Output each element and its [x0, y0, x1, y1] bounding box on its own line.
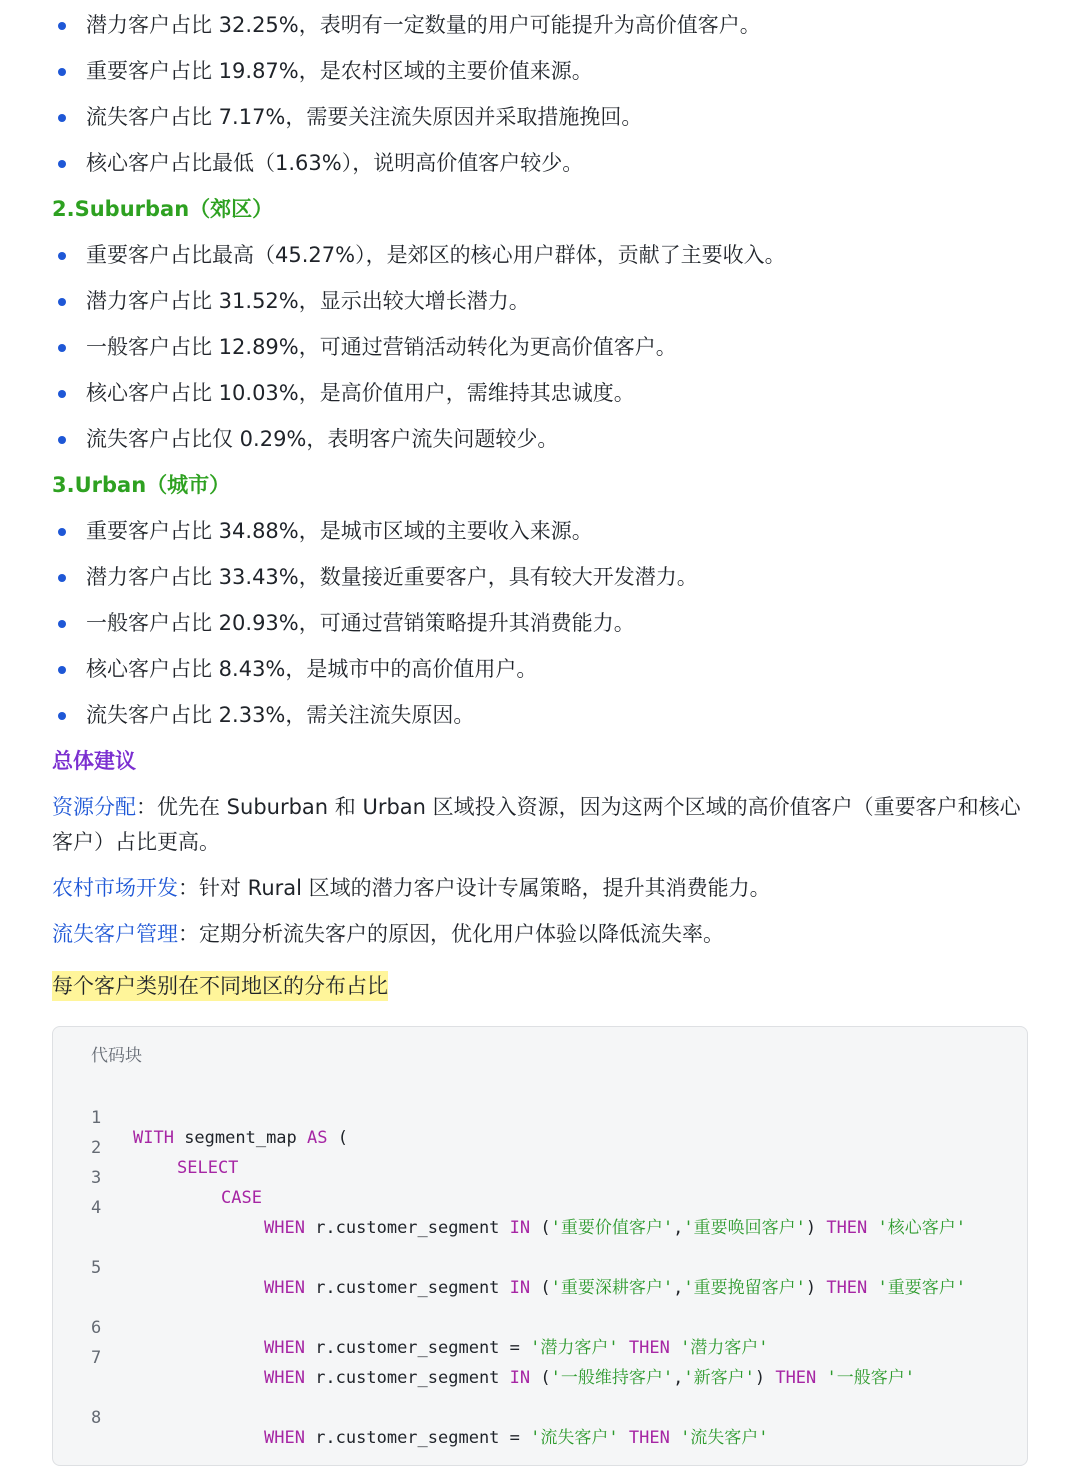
string-literal: '一般客户' — [826, 1368, 916, 1388]
keyword: WHEN — [264, 1428, 305, 1448]
advice-text: ：定期分析流失客户的原因，优化用户体验以降低流失率。 — [178, 922, 724, 946]
code-token: , — [673, 1278, 684, 1298]
keyword: WHEN — [264, 1278, 305, 1298]
keyword: THEN — [628, 1338, 670, 1358]
code-token: ) — [805, 1218, 827, 1238]
line-number: 3 — [91, 1168, 102, 1188]
advice-key: 资源分配 — [52, 795, 136, 819]
code-token: ( — [530, 1218, 551, 1238]
code-token: segment_map — [173, 1128, 308, 1148]
list-item: 一般客户占比 20.93%，可通过营销策略提升其消费能力。 — [52, 600, 1032, 646]
code-block[interactable] — [52, 1026, 1028, 1466]
line-number: 5 — [91, 1258, 102, 1278]
string-literal: '重要唤回客户' — [683, 1218, 806, 1238]
code-token: r.customer_segment = — [304, 1428, 531, 1448]
urban-heading: 3.Urban（城市） — [52, 473, 231, 497]
line-number: 1 — [91, 1108, 102, 1128]
keyword: WITH — [133, 1128, 174, 1148]
line-number: 2 — [91, 1138, 102, 1158]
keyword: IN — [509, 1218, 531, 1238]
code-block-title: 代码块 — [91, 1046, 142, 1066]
line-number: 6 — [91, 1318, 102, 1338]
list-item: 潜力客户占比 31.52%，显示出较大增长潜力。 — [52, 278, 1032, 324]
suburban-bullet-list — [52, 232, 1032, 462]
code-token: ( — [327, 1128, 348, 1148]
code-token: ( — [530, 1278, 551, 1298]
advice-heading: 总体建议 — [52, 749, 136, 773]
line-number: 7 — [91, 1348, 102, 1368]
advice-paragraph — [52, 871, 1032, 906]
list-item: 重要客户占比 19.87%，是农村区域的主要价值来源。 — [52, 48, 1032, 94]
keyword: THEN — [628, 1428, 670, 1448]
list-item: 核心客户占比 10.03%，是高价值用户，需维持其忠诚度。 — [52, 370, 1032, 416]
list-item: 流失客户占比仅 0.29%，表明客户流失问题较少。 — [52, 416, 1032, 462]
string-literal: '潜力客户' — [680, 1338, 769, 1358]
code-token: ) — [805, 1278, 827, 1298]
keyword: IN — [509, 1368, 531, 1388]
rural-bullet-list — [52, 2, 1032, 186]
list-item: 重要客户占比 34.88%，是城市区域的主要收入来源。 — [52, 508, 1032, 554]
keyword: WHEN — [264, 1218, 305, 1238]
string-literal: '重要挽留客户' — [683, 1278, 806, 1298]
keyword: THEN — [775, 1368, 817, 1388]
code-token: ) — [754, 1368, 776, 1388]
string-literal: '重要价值客户' — [550, 1218, 674, 1238]
list-item: 潜力客户占比 33.43%，数量接近重要客户，具有较大开发潜力。 — [52, 554, 1032, 600]
string-literal: '流失客户' — [530, 1428, 619, 1448]
string-literal: '一般维持客户' — [550, 1368, 674, 1388]
code-token: r.customer_segment — [304, 1218, 510, 1238]
list-item: 一般客户占比 12.89%，可通过营销活动转化为更高价值客户。 — [52, 324, 1032, 370]
keyword: THEN — [826, 1218, 868, 1238]
document-content — [52, 0, 1032, 1009]
keyword: THEN — [826, 1278, 868, 1298]
advice-key: 农村市场开发 — [52, 876, 178, 900]
keyword: SELECT — [177, 1158, 239, 1178]
suburban-heading: 2.Suburban（郊区） — [52, 197, 274, 221]
code-text — [133, 1423, 1080, 1453]
code-token — [670, 1428, 680, 1448]
list-item: 流失客户占比 2.33%，需关注流失原因。 — [52, 692, 1032, 738]
code-line — [53, 1383, 1027, 1463]
line-number: 4 — [91, 1198, 102, 1218]
string-literal: '新客户' — [683, 1368, 755, 1388]
list-item: 潜力客户占比 32.25%，表明有一定数量的用户可能提升为高价值客户。 — [52, 2, 1032, 48]
code-token: r.customer_segment = — [304, 1338, 531, 1358]
list-item: 核心客户占比最低（1.63%），说明高价值客户较少。 — [52, 140, 1032, 186]
highlight-text: 每个客户类别在不同地区的分布占比 — [52, 971, 388, 1001]
list-item: 核心客户占比 8.43%，是城市中的高价值用户。 — [52, 646, 1032, 692]
urban-bullet-list — [52, 508, 1032, 738]
string-literal: '流失客户' — [680, 1428, 769, 1448]
list-item: 流失客户占比 7.17%，需要关注流失原因并采取措施挽回。 — [52, 94, 1032, 140]
code-token — [619, 1428, 629, 1448]
code-token: , — [673, 1218, 684, 1238]
list-item: 重要客户占比最高（45.27%），是郊区的核心用户群体，贡献了主要收入。 — [52, 232, 1032, 278]
highlighted-heading — [52, 963, 1032, 1009]
advice-paragraph — [52, 917, 1032, 952]
advice-paragraph — [52, 790, 1032, 860]
advice-text: ：优先在 Suburban 和 Urban 区域投入资源，因为这两个区域的高价值客户（重要客户和核心客户）占比更高。 — [52, 795, 1021, 854]
code-token: r.customer_segment — [304, 1368, 510, 1388]
code-token: , — [673, 1368, 684, 1388]
string-literal: '核心客户' — [877, 1218, 967, 1238]
keyword: WHEN — [264, 1338, 305, 1358]
code-token: r.customer_segment — [304, 1278, 510, 1298]
keyword: AS — [307, 1128, 328, 1148]
string-literal: '重要客户' — [877, 1278, 967, 1298]
keyword: CASE — [221, 1188, 262, 1208]
code-token: ( — [530, 1368, 551, 1388]
line-number: 8 — [91, 1408, 102, 1428]
keyword: WHEN — [264, 1368, 305, 1388]
string-literal: '重要深耕客户' — [550, 1278, 674, 1298]
advice-key: 流失客户管理 — [52, 922, 178, 946]
keyword: IN — [509, 1278, 531, 1298]
advice-text: ：针对 Rural 区域的潜力客户设计专属策略，提升其消费能力。 — [178, 876, 771, 900]
string-literal: '潜力客户' — [530, 1338, 619, 1358]
